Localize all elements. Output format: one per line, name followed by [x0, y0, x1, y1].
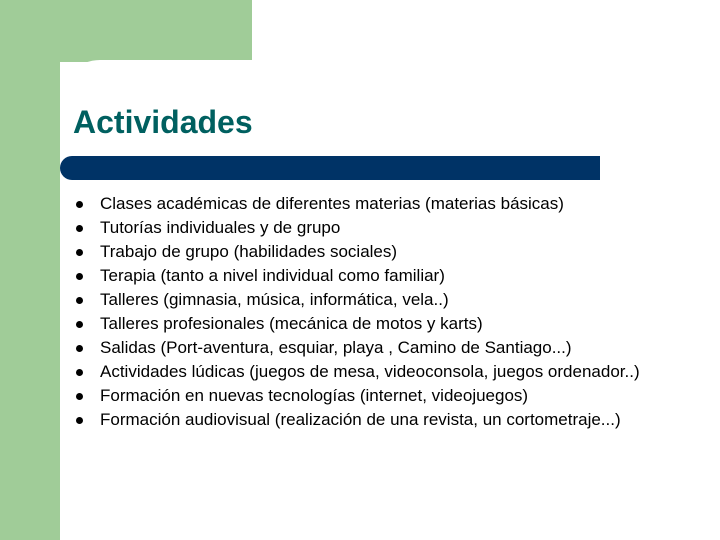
bullet-dot-icon [76, 249, 83, 256]
bullet-dot-icon [76, 345, 83, 352]
list-item [76, 264, 696, 288]
bullet-dot-icon [76, 369, 83, 376]
bullet-dot-icon [76, 393, 83, 400]
list-item [76, 336, 696, 360]
list-item [76, 360, 696, 384]
list-item-text: Talleres (gimnasia, música, informática, vela..) [100, 290, 449, 309]
bullet-dot-icon [76, 321, 83, 328]
title-underline-bar [60, 156, 600, 180]
bullet-list [76, 192, 696, 432]
bullet-dot-icon [76, 201, 83, 208]
bullet-dot-icon [76, 225, 83, 232]
bullet-dot-icon [76, 417, 83, 424]
list-item [76, 240, 696, 264]
list-item [76, 408, 696, 432]
bullet-dot-icon [76, 297, 83, 304]
list-item-text: Actividades lúdicas (juegos de mesa, videoconsola, juegos ordenador..) [100, 362, 640, 381]
list-item-text: Clases académicas de diferentes materias (materias básicas) [100, 194, 564, 213]
list-item-text: Terapia (tanto a nivel individual como familiar) [100, 266, 445, 285]
list-item [76, 384, 696, 408]
list-item-text: Formación en nuevas tecnologías (internet, videojuegos) [100, 386, 529, 405]
list-item [76, 288, 696, 312]
list-item [76, 312, 696, 336]
bullet-dot-icon [76, 273, 83, 280]
list-item-text: Tutorías individuales y de grupo [100, 218, 341, 237]
list-item [76, 216, 696, 240]
list-item-text: Trabajo de grupo (habilidades sociales) [100, 242, 398, 261]
list-item-text: Salidas (Port-aventura, esquiar, playa , Camino de Santiago...) [100, 338, 572, 357]
background-decoration-left [0, 0, 60, 540]
list-item [76, 192, 696, 216]
list-item-text: Talleres profesionales (mecánica de motos y karts) [100, 314, 483, 333]
list-item-text: Formación audiovisual (realización de una revista, un cortometraje...) [100, 410, 621, 429]
slide-title: Actividades [73, 104, 253, 140]
